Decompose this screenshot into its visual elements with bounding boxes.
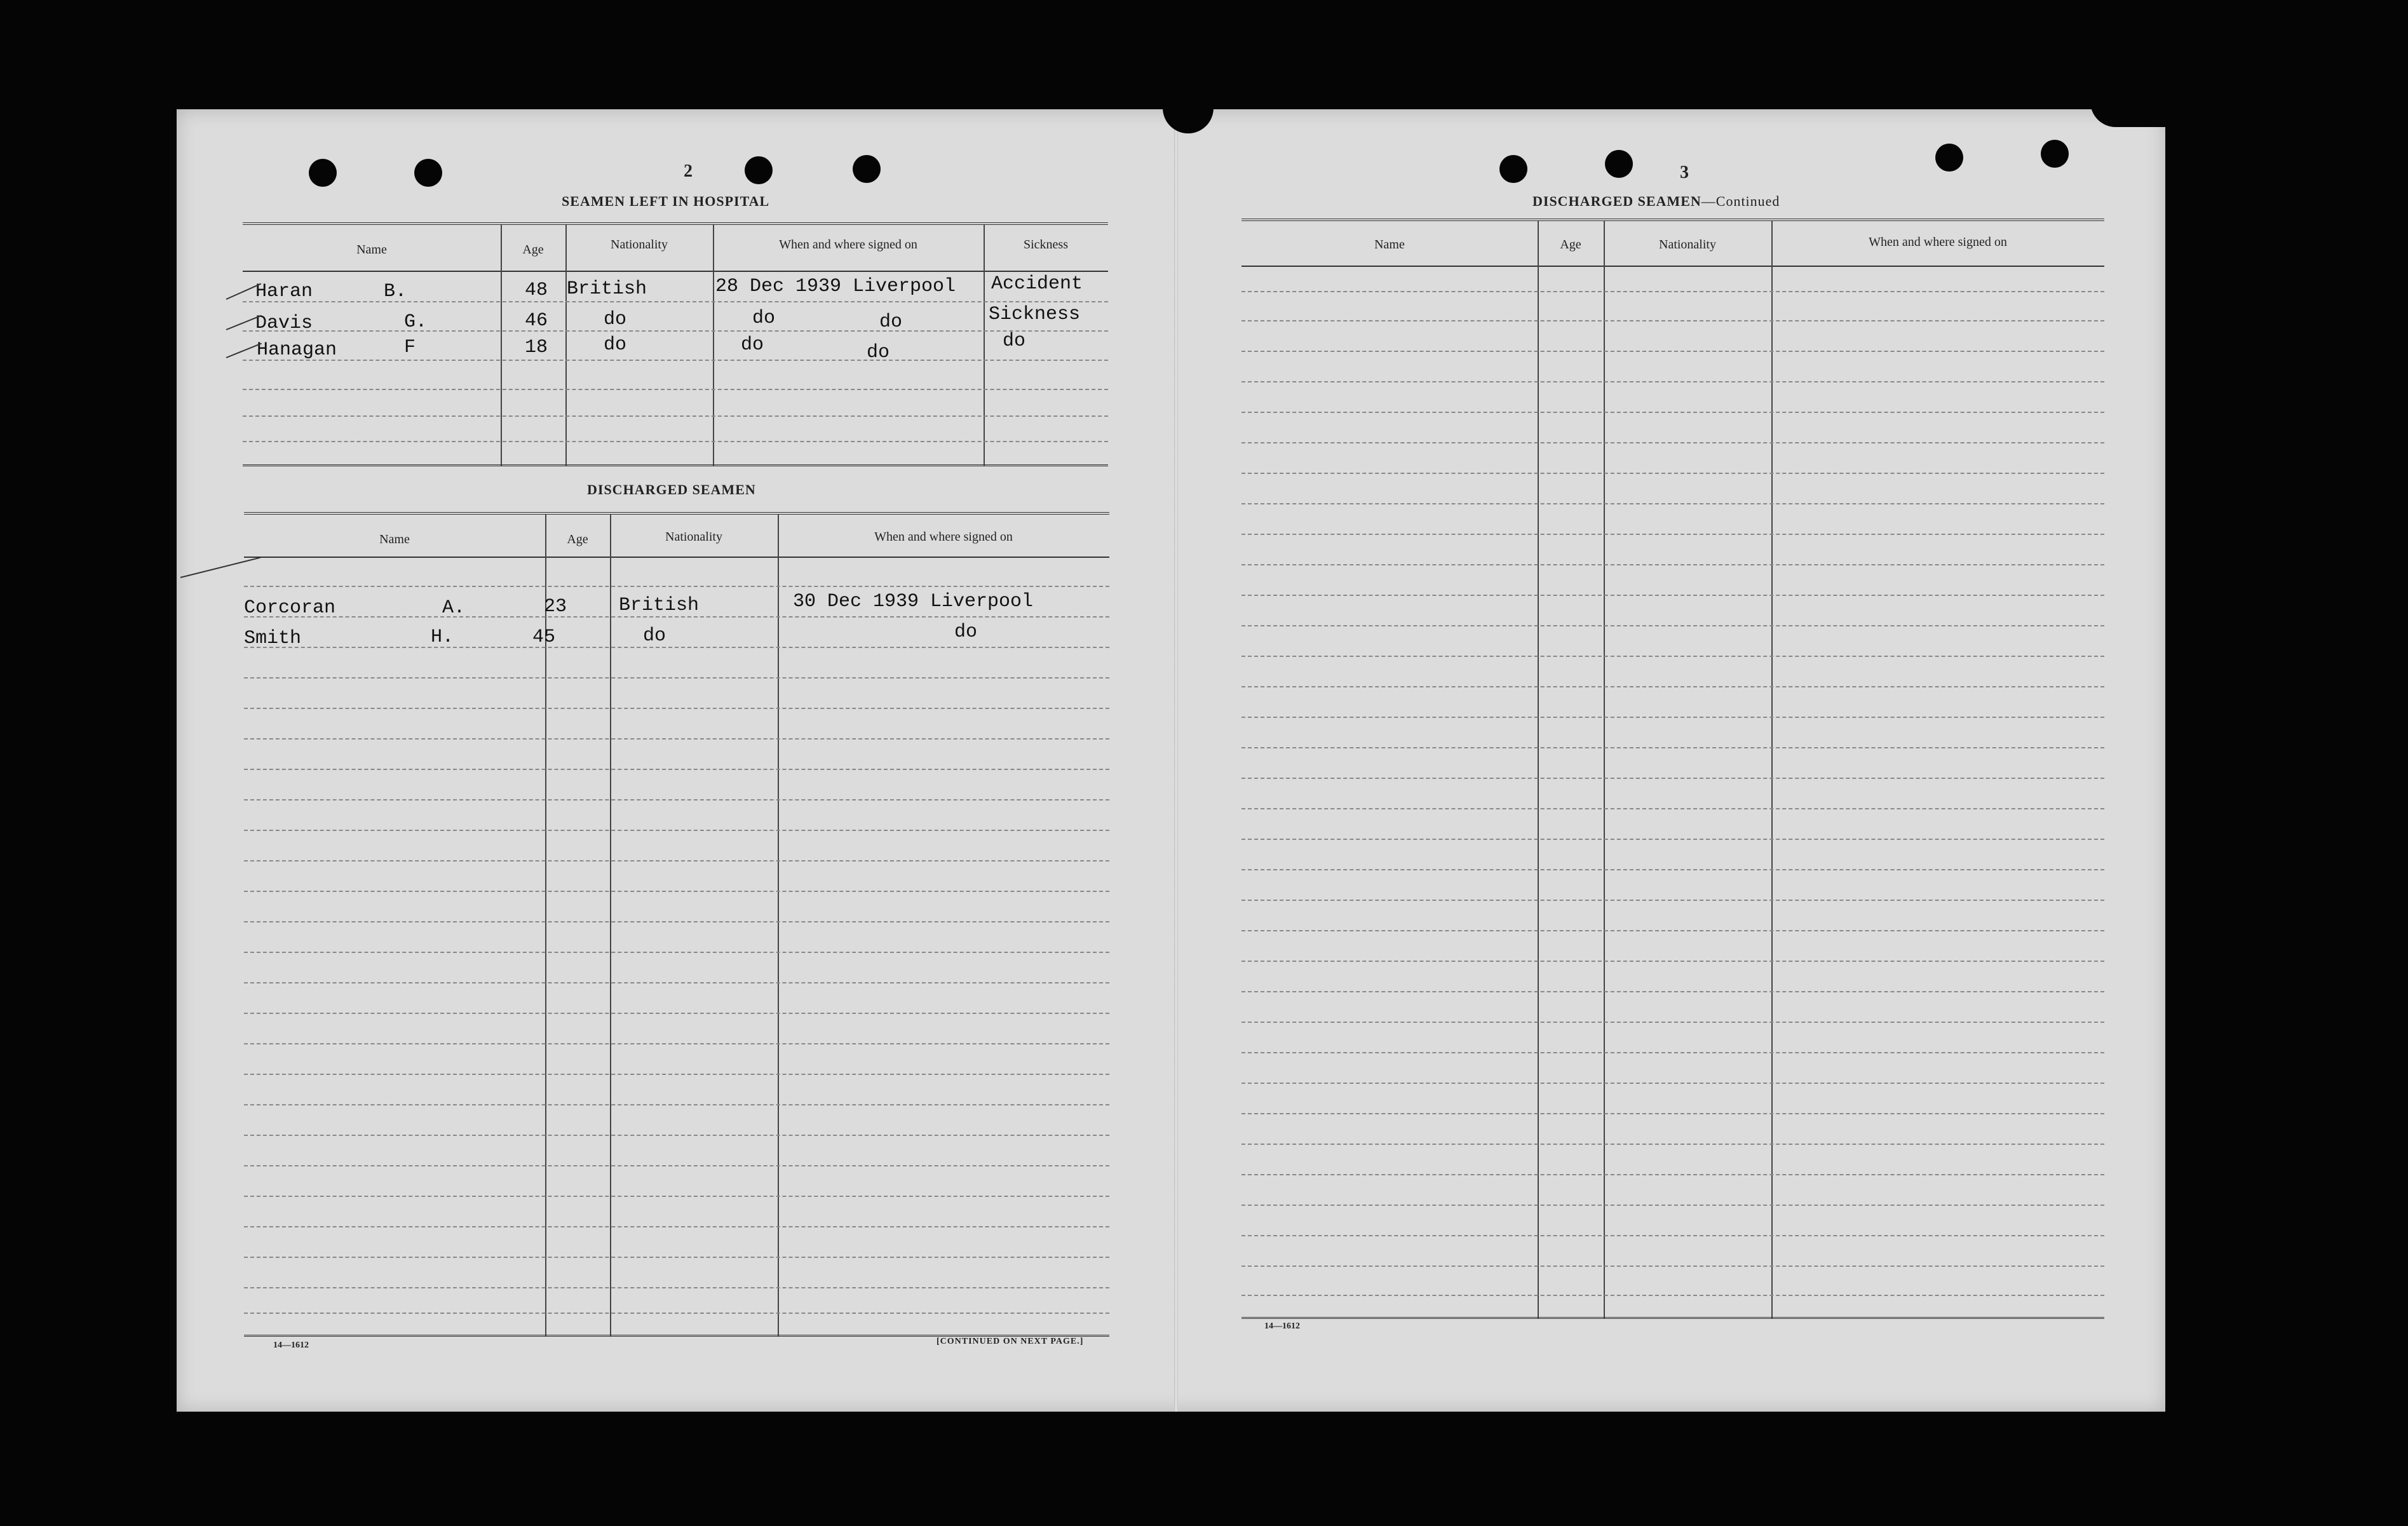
discharged-table-left	[244, 512, 1109, 1337]
title-suffix: —Continued	[1701, 193, 1780, 209]
cell-initial: H.	[431, 626, 454, 648]
punch-hole	[309, 159, 337, 187]
header-signed-on: When and where signed on	[1869, 235, 2007, 249]
header-nationality: Nationality	[665, 530, 722, 544]
page-number-left: 2	[684, 161, 693, 181]
punch-hole	[1935, 144, 1963, 172]
cell-nationality: British	[619, 595, 700, 616]
title-main: DISCHARGED SEAMEN	[1532, 193, 1701, 209]
cell-surname: Corcoran	[244, 597, 336, 619]
cell-nationality: do	[604, 309, 627, 330]
cell-age: 45	[532, 626, 556, 648]
hospital-table	[243, 222, 1108, 466]
hospital-section-title: SEAMEN LEFT IN HOSPITAL	[562, 193, 770, 209]
cell-nationality: do	[643, 625, 666, 647]
cell-surname: Smith	[244, 628, 302, 649]
cell-signed-on: do	[954, 621, 978, 643]
cell-initial: F	[404, 337, 416, 358]
header-signed-on: When and where signed on	[779, 238, 917, 252]
continued-note: [CONTINUED ON NEXT PAGE.]	[937, 1337, 1084, 1346]
cell-signed-on-do: do	[867, 342, 890, 363]
punch-hole	[2041, 140, 2069, 168]
cell-sickness: Sickness	[989, 304, 1081, 325]
cell-nationality: do	[604, 334, 627, 356]
cell-signed-on: 28 Dec 1939 Liverpool	[715, 276, 956, 297]
header-name: Name	[356, 243, 387, 257]
header-sickness: Sickness	[1024, 238, 1068, 252]
header-signed-on: When and where signed on	[874, 530, 1013, 544]
cell-nationality: British	[567, 278, 647, 300]
cell-signed-on: do	[741, 334, 764, 356]
page-number-right: 3	[1680, 163, 1689, 182]
cell-initial: G.	[404, 311, 428, 333]
cell-surname: Hanagan	[257, 339, 337, 361]
header-nationality: Nationality	[611, 238, 668, 252]
discharged-section-title: DISCHARGED SEAMEN	[587, 482, 756, 497]
discharged-continued-title	[1532, 193, 1780, 210]
punch-hole	[853, 155, 881, 183]
cell-signed-on: 30 Dec 1939 Liverpool	[793, 591, 1034, 612]
cell-signed-on: do	[752, 307, 776, 329]
header-age: Age	[567, 532, 588, 546]
cell-sickness: Accident	[991, 273, 1083, 295]
header-age: Age	[1560, 238, 1581, 252]
cell-age: 18	[525, 337, 548, 358]
cell-signed-on-do: do	[879, 311, 903, 333]
torn-edge	[2090, 102, 2167, 127]
cell-age: 46	[525, 310, 548, 332]
discharged-table-right	[1241, 219, 2104, 1319]
cell-surname: Davis	[255, 313, 313, 334]
punch-hole	[745, 156, 773, 184]
cell-surname: Haran	[255, 281, 313, 302]
cell-sickness: do	[1003, 330, 1026, 352]
punch-hole	[1499, 155, 1527, 183]
header-age: Age	[522, 243, 544, 257]
cell-initial: A.	[442, 597, 466, 619]
cell-initial: B.	[384, 281, 407, 302]
header-name: Name	[1374, 238, 1405, 252]
form-code-left: 14—1612	[273, 1340, 309, 1350]
header-nationality: Nationality	[1659, 238, 1716, 252]
punch-hole	[1605, 150, 1633, 178]
cell-age: 48	[525, 280, 548, 301]
form-code-right: 14—1612	[1264, 1321, 1300, 1331]
header-name: Name	[379, 532, 410, 546]
cell-age: 23	[544, 596, 567, 618]
page-fold	[1174, 109, 1178, 1412]
punch-hole	[414, 159, 442, 187]
